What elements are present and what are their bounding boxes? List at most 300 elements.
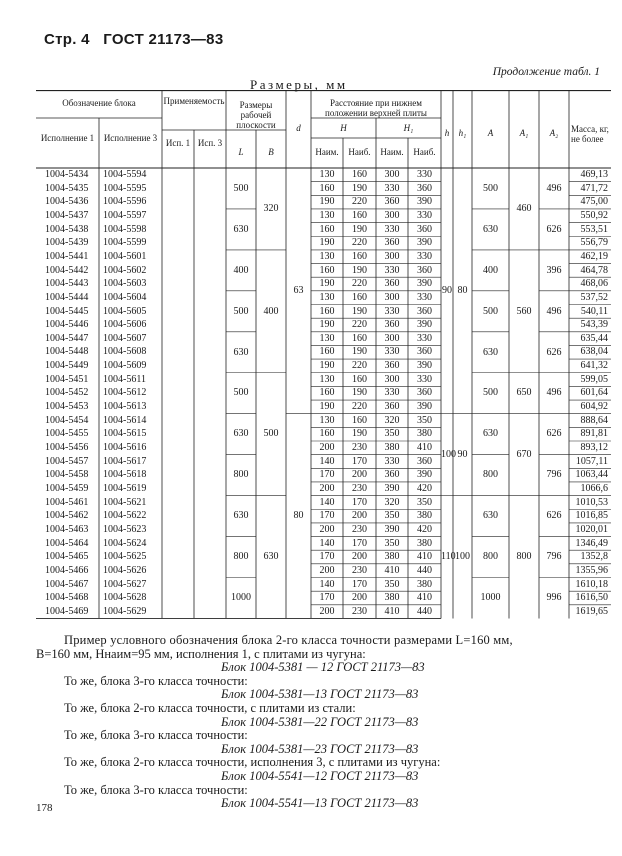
header-A1: A₁ (519, 128, 529, 138)
A-cell: 1000 (480, 592, 501, 604)
H1-min-cell: 330 (384, 182, 400, 194)
execution3-cell: 1004-5615 (103, 428, 147, 440)
execution3-cell: 1004-5599 (103, 237, 147, 249)
example-line1: Пример условного обозначения блока 2-го класса точности размерами L=160 мм, (64, 633, 513, 647)
H1-max-cell: 390 (417, 237, 432, 249)
header-execution1: Исполнение 1 (40, 133, 95, 143)
H-min-cell: 170 (319, 510, 335, 522)
H1-max-cell: 390 (417, 319, 432, 331)
H1-max-cell: 410 (417, 592, 432, 604)
H-max-cell: 190 (352, 182, 367, 194)
H1-min-cell: 330 (384, 223, 400, 235)
execution3-cell: 1004-5607 (103, 332, 147, 344)
H1-min-cell: 360 (384, 469, 400, 481)
header-isp3: Исп. 3 (197, 138, 223, 148)
H1-min-cell: 360 (384, 237, 400, 249)
H1-min-cell: 380 (384, 592, 400, 604)
H1-max-cell: 420 (417, 523, 432, 535)
execution1-cell: 1004-5444 (45, 291, 89, 303)
A1-cell: 560 (516, 305, 532, 317)
H1-min-cell: 320 (384, 414, 400, 426)
example-designation5: Блок 1004-5541—12 ГОСТ 21173—83 (221, 768, 419, 783)
execution3-cell: 1004-5608 (103, 346, 147, 358)
execution1-cell: 1004-5469 (45, 605, 89, 617)
H1-max-cell: 330 (417, 169, 432, 180)
H1-max-cell: 360 (417, 387, 432, 399)
H1-min-cell: 300 (384, 291, 400, 303)
H-min-cell: 140 (319, 537, 335, 549)
header-H-min: Наим. (315, 147, 339, 157)
execution3-cell: 1004-5617 (103, 455, 147, 467)
H1-min-cell: 330 (384, 264, 400, 276)
execution1-cell: 1004-5467 (45, 578, 89, 590)
H-min-cell: 190 (319, 360, 335, 372)
B-cell: 630 (263, 551, 279, 563)
H-max-cell: 200 (352, 510, 367, 522)
execution1-cell: 1004-5436 (45, 196, 89, 208)
header-L: L (238, 147, 244, 157)
header-d: d (296, 123, 301, 133)
H1-min-cell: 380 (384, 551, 400, 563)
H-max-cell: 190 (352, 387, 367, 399)
L-cell: 800 (233, 551, 249, 563)
H1-max-cell: 410 (417, 442, 432, 453)
example-text3: То же, блока 2-го класса точности, с плитами из стали: (64, 700, 356, 715)
execution1-cell: 1004-5466 (45, 564, 89, 576)
execution1-cell: 1004-5458 (45, 469, 89, 481)
standard-number: ГОСТ 21173—83 (103, 31, 224, 48)
H-min-cell: 160 (319, 223, 335, 235)
h-cell: 90 (442, 285, 452, 297)
H-max-cell: 160 (352, 414, 367, 426)
H-min-cell: 160 (319, 182, 335, 194)
execution1-cell: 1004-5434 (45, 169, 89, 180)
A1-cell: 670 (516, 448, 532, 460)
header-h: h (444, 128, 450, 138)
header-H1-max: Наиб. (413, 147, 436, 157)
mass-cell: 1010,53 (575, 496, 608, 508)
example-designation4: Блок 1004-5381—23 ГОСТ 21173—83 (221, 741, 419, 756)
H1-min-cell: 300 (384, 373, 400, 385)
execution3-cell: 1004-5621 (103, 496, 147, 508)
H-min-cell: 130 (319, 250, 335, 262)
execution1-cell: 1004-5449 (45, 360, 89, 372)
H-max-cell: 190 (352, 264, 367, 276)
mass-cell: 469,13 (580, 169, 608, 180)
L-cell: 500 (233, 182, 249, 194)
execution3-cell: 1004-5601 (103, 250, 147, 262)
H1-max-cell: 360 (417, 455, 432, 467)
A1-cell: 800 (516, 551, 532, 563)
H1-max-cell: 350 (417, 414, 432, 426)
execution3-cell: 1004-5625 (103, 551, 147, 563)
H1-max-cell: 380 (417, 428, 432, 440)
header-mass: Масса, кг, не более (571, 124, 609, 144)
execution1-cell: 1004-5461 (45, 496, 89, 508)
H1-min-cell: 300 (384, 169, 400, 180)
example-designation3: Блок 1004-5381—22 ГОСТ 21173—83 (221, 714, 419, 729)
H1-max-cell: 360 (417, 223, 432, 235)
execution3-cell: 1004-5611 (103, 373, 146, 385)
A2-cell: 796 (546, 469, 562, 481)
H1-min-cell: 360 (384, 278, 400, 290)
H1-max-cell: 440 (417, 564, 432, 576)
H-min-cell: 190 (319, 401, 335, 413)
H1-min-cell: 330 (384, 387, 400, 399)
H-min-cell: 160 (319, 387, 335, 399)
H1-max-cell: 360 (417, 182, 432, 194)
mass-cell: 601,64 (580, 387, 608, 399)
execution1-cell: 1004-5454 (45, 414, 89, 426)
H-max-cell: 220 (352, 360, 367, 372)
execution1-cell: 1004-5442 (45, 264, 89, 276)
H1-max-cell: 330 (417, 250, 432, 262)
execution1-cell: 1004-5439 (45, 237, 89, 249)
H1-max-cell: 390 (417, 360, 432, 372)
execution3-cell: 1004-5613 (103, 401, 147, 413)
mass-cell: 893,12 (580, 442, 608, 453)
header-h1: h₁ (458, 128, 467, 138)
H1-max-cell: 380 (417, 537, 432, 549)
designation-example (36, 634, 611, 811)
H-min-cell: 160 (319, 305, 335, 317)
execution1-cell: 1004-5447 (45, 332, 89, 344)
mass-cell: 462,19 (580, 250, 608, 262)
header-H-max: Наиб. (348, 147, 371, 157)
H-min-cell: 190 (319, 278, 335, 290)
mass-cell: 891,81 (580, 428, 608, 440)
H-max-cell: 220 (352, 319, 367, 331)
header-execution3: Исполнение 3 (103, 133, 158, 143)
A-cell: 630 (483, 510, 498, 522)
H-max-cell: 190 (352, 223, 367, 235)
H-min-cell: 140 (319, 496, 335, 508)
H-max-cell: 230 (352, 564, 367, 576)
execution3-cell: 1004-5603 (103, 278, 147, 290)
A-cell: 500 (483, 305, 498, 317)
L-cell: 630 (233, 510, 249, 522)
header-distance: Расстояние при нижнем положении верхней плиты (325, 98, 427, 118)
execution3-cell: 1004-5623 (103, 523, 147, 535)
H-max-cell: 220 (352, 401, 367, 413)
example-designation1: Блок 1004-5381 — 12 ГОСТ 21173—83 (221, 660, 425, 675)
mass-cell: 1355,96 (575, 564, 608, 576)
mass-cell: 550,92 (580, 209, 608, 221)
execution1-cell: 1004-5464 (45, 537, 89, 549)
H1-min-cell: 410 (384, 564, 400, 576)
page-label: Стр. 4 (44, 31, 90, 48)
H-max-cell: 220 (352, 278, 367, 290)
H-max-cell: 190 (352, 305, 367, 317)
A-cell: 800 (483, 551, 498, 563)
mass-cell: 1020,01 (575, 523, 608, 535)
execution1-cell: 1004-5453 (45, 401, 89, 413)
H1-min-cell: 300 (384, 250, 400, 262)
execution1-cell: 1004-5459 (45, 482, 89, 494)
H1-min-cell: 360 (384, 401, 400, 413)
H1-min-cell: 360 (384, 360, 400, 372)
execution3-cell: 1004-5618 (103, 469, 147, 481)
execution3-cell: 1004-5598 (103, 223, 147, 235)
execution1-cell: 1004-5437 (45, 209, 89, 221)
H-min-cell: 190 (319, 319, 335, 331)
H1-min-cell: 380 (384, 442, 400, 453)
H-max-cell: 200 (352, 592, 367, 604)
H-min-cell: 170 (319, 469, 335, 481)
execution1-cell: 1004-5457 (45, 455, 89, 467)
L-cell: 500 (233, 305, 249, 317)
H1-min-cell: 300 (384, 332, 400, 344)
h1-cell: 90 (457, 448, 468, 460)
header-A: A (487, 128, 494, 138)
page-number: 178 (36, 802, 53, 814)
execution1-cell: 1004-5445 (45, 305, 89, 317)
execution1-cell: 1004-5465 (45, 551, 89, 563)
A2-cell: 796 (546, 551, 562, 563)
A1-cell: 460 (516, 203, 532, 215)
H-min-cell: 160 (319, 346, 335, 358)
mass-cell: 1057,11 (575, 455, 608, 467)
L-cell: 500 (233, 387, 249, 399)
H1-max-cell: 360 (417, 264, 432, 276)
H1-min-cell: 390 (384, 482, 400, 494)
H1-max-cell: 380 (417, 510, 432, 522)
execution1-cell: 1004-5456 (45, 442, 89, 453)
execution3-cell: 1004-5619 (103, 482, 147, 494)
L-cell: 1000 (231, 592, 251, 604)
H1-max-cell: 390 (417, 401, 432, 413)
execution1-cell: 1004-5435 (45, 182, 89, 194)
A2-cell: 626 (546, 223, 562, 235)
example-text6: То же, блока 3-го класса точности: (64, 782, 248, 797)
execution1-cell: 1004-5455 (45, 428, 89, 440)
A-cell: 800 (483, 469, 498, 481)
example-line2: B=160 мм, Hнаим=95 мм, исполнения 1, с плитами из чугуна: (36, 646, 366, 661)
execution3-cell: 1004-5606 (103, 319, 147, 331)
H-max-cell: 230 (352, 605, 367, 617)
header-B: B (268, 147, 274, 157)
H-max-cell: 160 (352, 209, 367, 221)
execution1-cell: 1004-5451 (45, 373, 89, 385)
example-text5: То же, блока 2-го класса точности, исполнения 3, с плитами из чугуна: (64, 755, 441, 770)
execution3-cell: 1004-5597 (103, 209, 147, 221)
example-text2: То же, блока 3-го класса точности: (64, 673, 248, 688)
H1-max-cell: 440 (417, 605, 432, 617)
H1-max-cell: 330 (417, 332, 432, 344)
H-min-cell: 190 (319, 196, 335, 208)
H-min-cell: 130 (319, 332, 335, 344)
H1-max-cell: 360 (417, 346, 432, 358)
H-min-cell: 170 (319, 551, 335, 563)
H-max-cell: 200 (352, 551, 367, 563)
H-min-cell: 170 (319, 592, 335, 604)
H-min-cell: 200 (319, 482, 335, 494)
A2-cell: 996 (546, 592, 562, 604)
B-cell: 500 (263, 428, 279, 440)
header-isp1: Исп. 1 (165, 138, 191, 148)
execution3-cell: 1004-5604 (103, 291, 147, 303)
H1-max-cell: 330 (417, 291, 432, 303)
H-max-cell: 190 (352, 428, 367, 440)
execution1-cell: 1004-5441 (45, 250, 89, 262)
example-designation6: Блок 1004-5541—13 ГОСТ 21173—83 (221, 796, 419, 811)
mass-cell: 537,52 (580, 291, 608, 303)
A-cell: 500 (483, 182, 498, 194)
mass-cell: 888,64 (580, 414, 608, 426)
execution1-cell: 1004-5448 (45, 346, 89, 358)
h-cell: 110 (441, 551, 456, 563)
execution3-cell: 1004-5614 (103, 414, 147, 426)
H-max-cell: 230 (352, 442, 367, 453)
H1-min-cell: 330 (384, 305, 400, 317)
dimensions-table (36, 90, 611, 620)
H-max-cell: 220 (352, 196, 367, 208)
execution1-cell: 1004-5463 (45, 523, 89, 535)
mass-cell: 553,51 (580, 223, 608, 235)
example-designation2: Блок 1004-5381—13 ГОСТ 21173—83 (221, 687, 419, 702)
A-cell: 400 (483, 264, 498, 276)
mass-cell: 464,78 (580, 264, 608, 276)
A2-cell: 626 (546, 428, 562, 440)
execution3-cell: 1004-5594 (103, 169, 147, 180)
mass-cell: 556,79 (580, 237, 608, 249)
execution3-cell: 1004-5602 (103, 264, 147, 276)
H1-min-cell: 350 (384, 428, 400, 440)
mass-cell: 1616,50 (575, 592, 608, 604)
H-min-cell: 200 (319, 523, 335, 535)
H-max-cell: 170 (352, 496, 367, 508)
A-cell: 500 (483, 387, 498, 399)
mass-cell: 1610,18 (575, 578, 608, 590)
A2-cell: 496 (546, 305, 562, 317)
B-cell: 400 (263, 305, 279, 317)
H-min-cell: 140 (319, 455, 335, 467)
mass-cell: 1619,65 (575, 605, 608, 617)
mass-cell: 540,11 (580, 305, 608, 317)
page-header (44, 31, 223, 48)
H1-min-cell: 350 (384, 578, 400, 590)
h-cell: 100 (441, 448, 456, 460)
header-H: H (340, 123, 347, 133)
mass-cell: 604,92 (580, 401, 608, 413)
H1-max-cell: 330 (417, 373, 432, 385)
H-max-cell: 170 (352, 578, 367, 590)
L-cell: 630 (233, 223, 249, 235)
execution3-cell: 1004-5628 (103, 592, 147, 604)
H-max-cell: 220 (352, 237, 367, 249)
H-min-cell: 130 (319, 169, 335, 180)
mass-cell: 599,05 (580, 373, 608, 385)
mass-cell: 1016,85 (575, 510, 608, 522)
H1-min-cell: 300 (384, 209, 400, 221)
H-max-cell: 160 (352, 169, 367, 180)
header-plate-sizes: Размеры рабочей плоскости (236, 100, 276, 130)
header-applicability: Применяемость (163, 96, 225, 106)
H-max-cell: 170 (352, 537, 367, 549)
H1-max-cell: 390 (417, 469, 432, 481)
H-min-cell: 160 (319, 428, 335, 440)
H1-max-cell: 380 (417, 578, 432, 590)
H1-min-cell: 320 (384, 496, 400, 508)
H-min-cell: 190 (319, 237, 335, 249)
H1-min-cell: 360 (384, 319, 400, 331)
execution3-cell: 1004-5616 (103, 442, 147, 453)
H1-min-cell: 330 (384, 455, 400, 467)
H-max-cell: 230 (352, 523, 367, 535)
A2-cell: 626 (546, 510, 562, 522)
H-max-cell: 230 (352, 482, 367, 494)
L-cell: 630 (233, 428, 249, 440)
H1-max-cell: 350 (417, 496, 432, 508)
mass-cell: 1352,8 (580, 551, 608, 563)
H1-max-cell: 360 (417, 305, 432, 317)
H-max-cell: 160 (352, 332, 367, 344)
L-cell: 630 (233, 346, 249, 358)
H1-max-cell: 410 (417, 551, 432, 563)
H-max-cell: 160 (352, 250, 367, 262)
execution1-cell: 1004-5438 (45, 223, 89, 235)
execution1-cell: 1004-5468 (45, 592, 89, 604)
d-cell: 63 (293, 285, 304, 297)
A1-cell: 650 (516, 387, 532, 399)
L-cell: 800 (233, 469, 249, 481)
execution3-cell: 1004-5595 (103, 182, 147, 194)
H-max-cell: 190 (352, 346, 367, 358)
H1-max-cell: 390 (417, 196, 432, 208)
h1-cell: 100 (455, 551, 470, 563)
h1-cell: 80 (457, 285, 468, 297)
H1-max-cell: 390 (417, 278, 432, 290)
H-min-cell: 130 (319, 373, 335, 385)
A2-cell: 626 (546, 346, 562, 358)
mass-cell: 471,72 (580, 182, 608, 194)
header-H1-min: Наим. (380, 147, 404, 157)
execution1-cell: 1004-5446 (45, 319, 89, 331)
H1-min-cell: 360 (384, 196, 400, 208)
H-min-cell: 160 (319, 264, 335, 276)
execution3-cell: 1004-5626 (103, 564, 147, 576)
execution1-cell: 1004-5443 (45, 278, 89, 290)
H1-min-cell: 410 (384, 605, 400, 617)
H1-max-cell: 420 (417, 482, 432, 494)
mass-cell: 1066,6 (580, 482, 608, 494)
H1-max-cell: 330 (417, 209, 432, 221)
execution3-cell: 1004-5622 (103, 510, 147, 522)
H-min-cell: 130 (319, 209, 335, 221)
H-min-cell: 200 (319, 605, 335, 617)
execution1-cell: 1004-5462 (45, 510, 89, 522)
H-max-cell: 200 (352, 469, 367, 481)
execution1-cell: 1004-5452 (45, 387, 89, 399)
table-continuation: Продолжение табл. 1 (492, 66, 600, 78)
mass-cell: 1346,49 (575, 537, 608, 549)
B-cell: 320 (263, 203, 279, 215)
A2-cell: 396 (546, 264, 562, 276)
header-A2: A₂ (549, 128, 559, 138)
example-text4: То же, блока 3-го класса точности: (64, 728, 248, 743)
header-H1: H₁ (403, 123, 414, 133)
header-block-designation: Обозначение блока (62, 98, 136, 108)
mass-cell: 468,06 (580, 278, 608, 290)
execution3-cell: 1004-5605 (103, 305, 147, 317)
H-min-cell: 200 (319, 442, 335, 453)
A-cell: 630 (483, 346, 498, 358)
L-cell: 400 (233, 264, 249, 276)
execution3-cell: 1004-5612 (103, 387, 147, 399)
mass-cell: 1063,44 (575, 469, 608, 481)
mass-cell: 475,00 (580, 196, 608, 208)
H1-min-cell: 390 (384, 523, 400, 535)
